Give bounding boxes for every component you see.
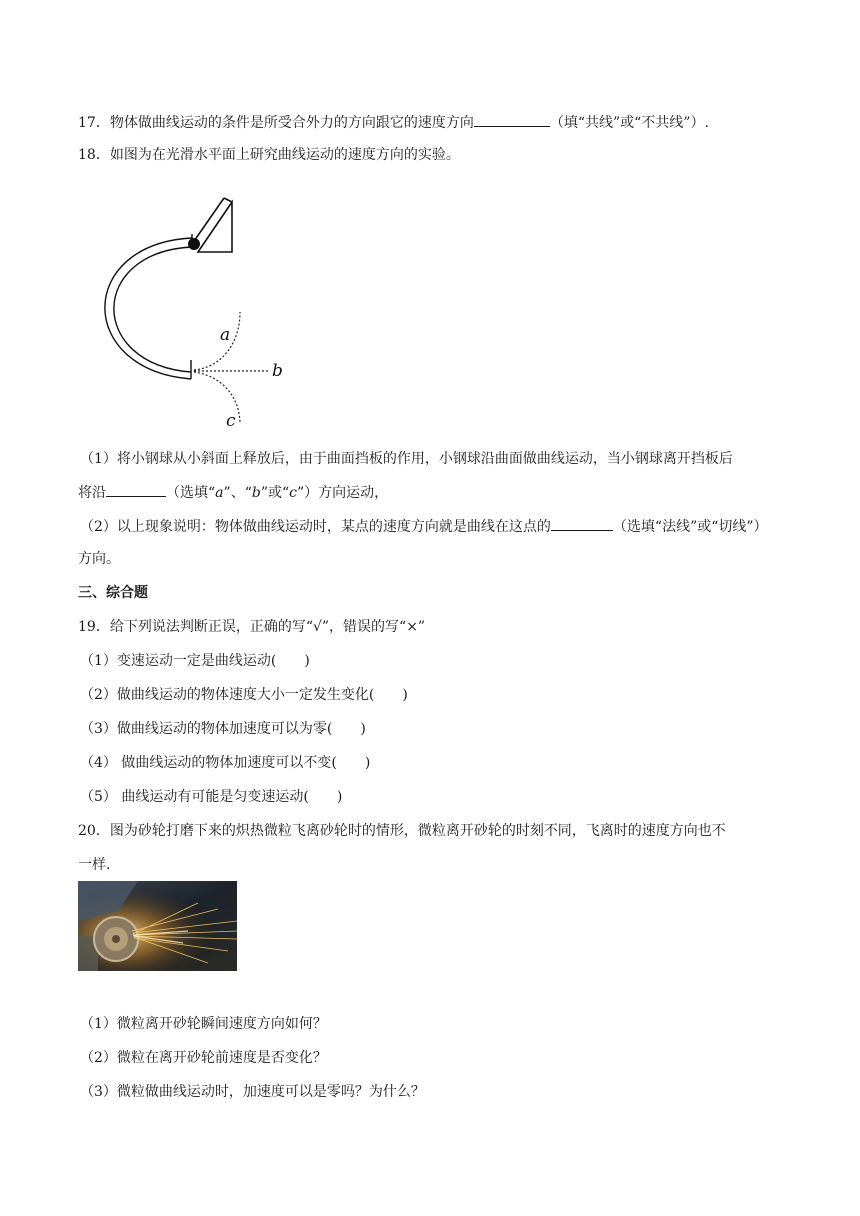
option-a: a — [215, 485, 224, 501]
q20-item-2: （2）微粒在离开砂轮前速度是否变化？ — [80, 1050, 327, 1066]
grinding-wheel-photo — [78, 881, 237, 971]
q18-part2-answer-blank[interactable] — [551, 516, 613, 531]
q18-part1-prefix: 将沿 — [78, 485, 106, 501]
option-c: c — [289, 485, 297, 501]
label-c: c — [226, 411, 236, 431]
option-sep-1: ”、“ — [223, 485, 252, 501]
q17-text-before: 17．物体做曲线运动的条件是所受合外力的方向跟它的速度方向 — [78, 115, 474, 131]
trajectory-a — [194, 312, 240, 370]
q20-stem-line1: 20．图为砂轮打磨下来的炽热微粒飞离砂轮时的情形，微粒离开砂轮的时刻不同，飞离时的速度方向也不 — [78, 823, 726, 839]
option-sep-2: ”或“ — [260, 485, 290, 501]
label-b: b — [272, 361, 283, 381]
q18-part2-hint: （选填“法线”或“切线”） — [612, 519, 768, 535]
q20-item-3: （3）微粒做曲线运动时，加速度可以是零吗？为什么？ — [80, 1084, 425, 1100]
q19-item-5[interactable]: （5） 曲线运动有可能是匀变速运动( ) — [80, 789, 343, 805]
q18-part1-answer-blank[interactable] — [106, 482, 166, 497]
q19-item-3[interactable]: （3）做曲线运动的物体加速度可以为零( ) — [80, 721, 366, 737]
curve-experiment-figure — [88, 192, 298, 432]
q18-part2-text: （2）以上现象说明：物体做曲线运动时，某点的速度方向就是曲线在这点的 — [80, 519, 551, 535]
q17-line — [78, 112, 709, 133]
q18-stem: 18．如图为在光滑水平面上研究曲线运动的速度方向的实验。 — [78, 147, 460, 163]
label-a: a — [220, 325, 231, 345]
q20-stem-line2: 一样. — [78, 857, 111, 873]
q17-text-after: （填“共线”或“不共线”）. — [549, 115, 709, 131]
section-title: 三、综合题 — [78, 585, 148, 601]
q19-item-4[interactable]: （4） 做曲线运动的物体加速度可以不变( ) — [80, 755, 371, 771]
q19-item-1[interactable]: （1）变速运动一定是曲线运动( ) — [80, 653, 310, 669]
q18-part2-line1 — [80, 516, 768, 537]
q19-stem: 19．给下列说法判断正误，正确的写“√”，错误的写“×” — [78, 619, 426, 635]
q18-part1-hint-close: ”）方向运动， — [297, 485, 389, 501]
trajectory-lines — [194, 312, 268, 424]
q20-item-1: （1）微粒离开砂轮瞬间速度方向如何？ — [80, 1016, 327, 1032]
q18-part1-hint-open: （选填“ — [166, 485, 216, 501]
curved-baffle — [105, 234, 192, 379]
q19-item-2[interactable]: （2）做曲线运动的物体速度大小一定发生变化( ) — [80, 687, 408, 703]
q18-part1-line1: （1）将小钢球从小斜面上释放后，由于曲面挡板的作用，小钢球沿曲面做曲线运动，当小钢球离开挡板后 — [80, 451, 733, 467]
q18-part1-line2 — [78, 482, 388, 503]
q17-answer-blank[interactable] — [474, 112, 550, 127]
q18-part2-line2: 方向。 — [78, 551, 120, 567]
steel-ball — [188, 238, 200, 250]
option-b: b — [251, 485, 261, 501]
